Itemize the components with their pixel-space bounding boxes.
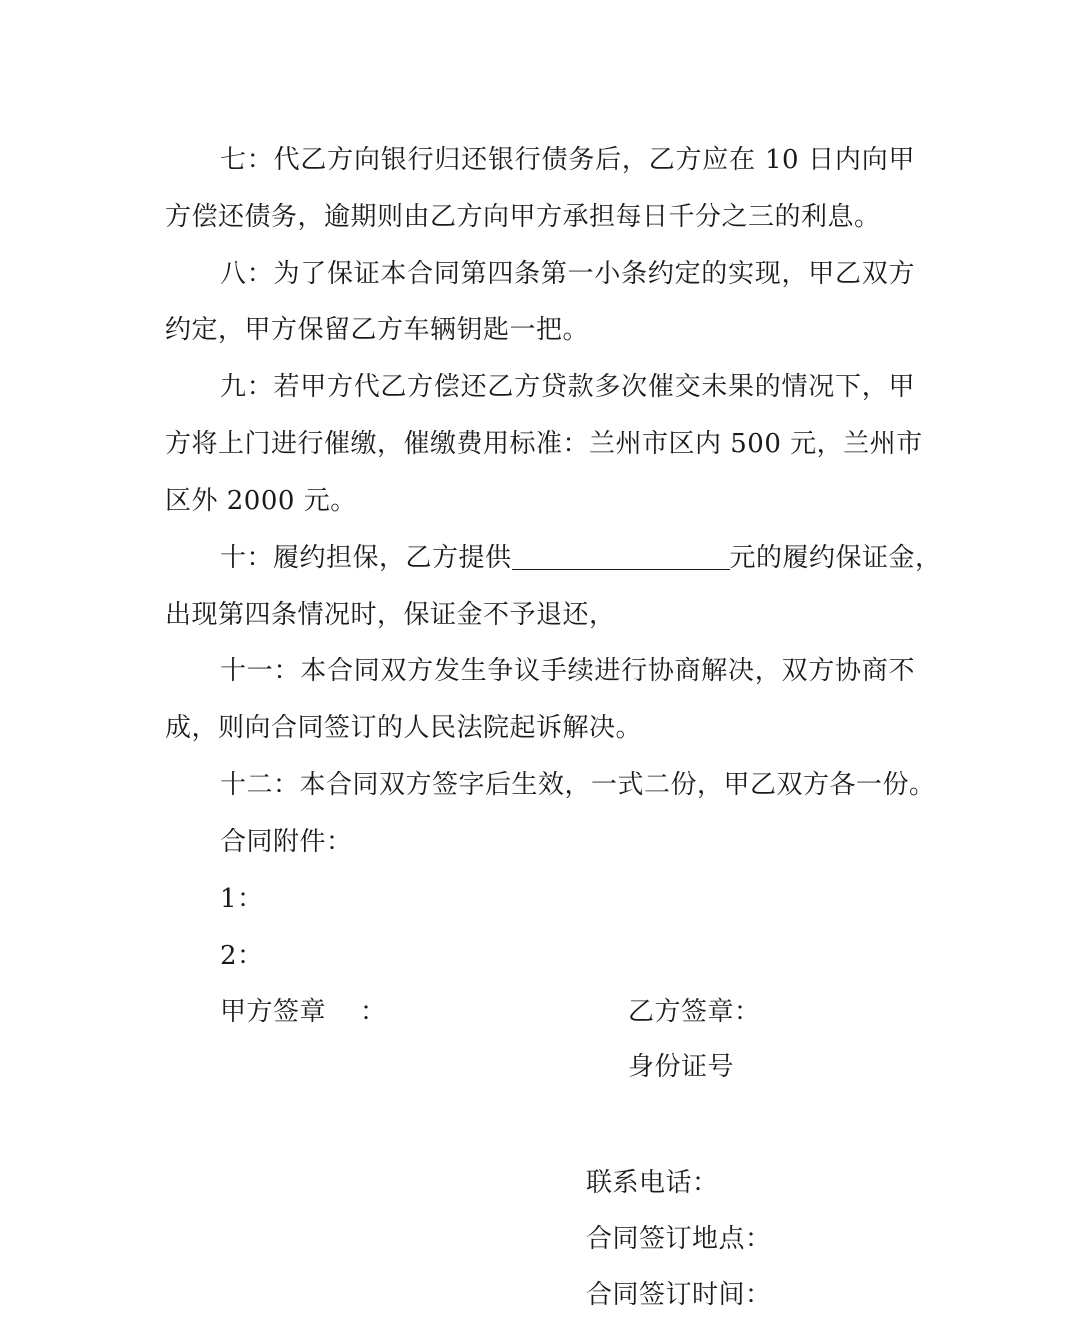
clause-8-line-1: 八：为了保证本合同第四条第一小条约定的实现，甲乙双方	[220, 259, 915, 289]
sign-place-label: 合同签订地点：	[586, 1224, 772, 1254]
clause-7-line-1: 七：代乙方向银行归还银行债务后，乙方应在 10 日内向甲	[220, 145, 915, 175]
clause-12-line-1: 十二：本合同双方签字后生效，一式二份，甲乙双方各一份。	[220, 770, 936, 800]
deposit-amount-blank	[512, 543, 730, 570]
clause-8-line-2: 约定，甲方保留乙方车辆钥匙一把。	[165, 315, 590, 345]
clause-10-text-before: 十：履约担保，乙方提供	[220, 543, 512, 573]
contact-phone-label: 联系电话：	[586, 1168, 719, 1198]
clause-10-line-2: 出现第四条情况时，保证金不予退还，	[165, 600, 616, 630]
id-number-label: 身份证号	[628, 1052, 735, 1082]
clause-9-line-1: 九：若甲方代乙方偿还乙方贷款多次催交未果的情况下，甲	[220, 372, 915, 402]
party-a-signature	[220, 995, 387, 1029]
party-a-signature-label: 甲方签章	[220, 997, 327, 1027]
party-a-signature-colon: ：	[360, 997, 387, 1027]
clause-9-line-2: 方将上门进行催缴，催缴费用标准：兰州市区内 500 元，兰州市	[165, 429, 923, 459]
attachment-item-1: 1：	[220, 884, 264, 914]
clause-10-text-after: 元的履约保证金，	[729, 543, 942, 573]
clause-9-line-3: 区外 2000 元。	[165, 486, 357, 516]
clause-11-line-1: 十一：本合同双方发生争议手续进行协商解决，双方协商不	[220, 656, 915, 686]
sign-time-label: 合同签订时间：	[586, 1280, 772, 1310]
attachment-item-2: 2：	[220, 941, 264, 971]
clause-11-line-2: 成，则向合同签订的人民法院起诉解决。	[165, 713, 643, 743]
party-b-signature-label: 乙方签章：	[628, 997, 761, 1027]
clause-7-line-2: 方偿还债务，逾期则由乙方向甲方承担每日千分之三的利息。	[165, 202, 881, 232]
attachments-heading: 合同附件：	[220, 827, 353, 857]
clause-10-line-1	[220, 541, 942, 575]
